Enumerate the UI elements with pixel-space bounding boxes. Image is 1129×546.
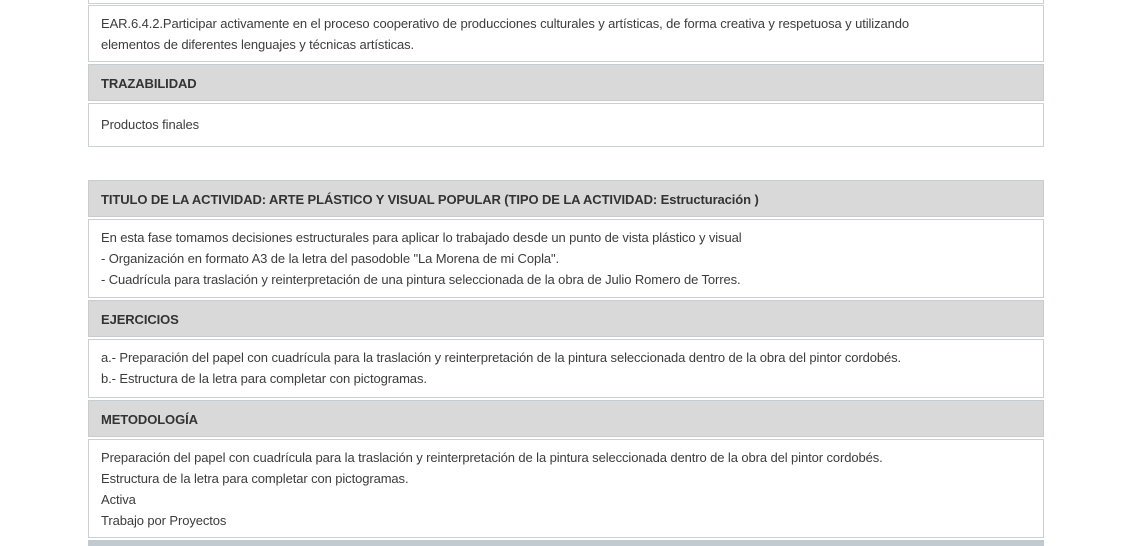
methodology-text xyxy=(89,440,1043,537)
methodology-row xyxy=(88,439,1044,538)
exercises-header-label: EJERCICIOS xyxy=(101,312,179,327)
traceability-header-label: TRAZABILIDAD xyxy=(101,76,197,91)
activity-description-row xyxy=(88,219,1044,298)
section-divider-bar xyxy=(88,540,1044,546)
traceability-value-row xyxy=(88,103,1044,147)
activity-description xyxy=(89,220,1043,297)
exercises-text xyxy=(89,340,1043,397)
text-line: a.- Preparación del papel con cuadrícula para la traslación y reinterpretación de la pintura seleccionada dentro de la obra del pintor cordobés. xyxy=(101,350,902,365)
traceability-header-row xyxy=(88,64,1044,101)
text-line: Preparación del papel con cuadrícula para la traslación y reinterpretación de la pintura seleccionada dentro de la obra del pintor cordobés. xyxy=(101,450,883,465)
text-line: Estructura de la letra para completar con pictogramas. xyxy=(101,471,409,486)
text-line: Trabajo por Proyectos xyxy=(101,513,227,528)
text-line: elementos de diferentes lenguajes y técnicas artísticas. xyxy=(101,37,415,52)
criterion-row xyxy=(88,5,1044,62)
text-line: En esta fase tomamos decisiones estructurales para aplicar lo trabajado desde un punto de vista plástico y visual xyxy=(101,230,742,245)
cutoff-row-edge xyxy=(88,0,1044,4)
exercises-header-row xyxy=(88,300,1044,337)
document-content-column xyxy=(88,0,1044,546)
section-gap xyxy=(88,149,1044,180)
traceability-value: Productos finales xyxy=(101,117,200,132)
activity-title-row xyxy=(88,180,1044,217)
methodology-header-label: METODOLOGÍA xyxy=(101,412,198,427)
text-line: EAR.6.4.2.Participar activamente en el proceso cooperativo de producciones culturales y artísticas, de forma creativa y respetuosa y utilizando xyxy=(101,16,910,31)
text-line: b.- Estructura de la letra para completar con pictogramas. xyxy=(101,371,427,386)
exercises-row xyxy=(88,339,1044,398)
methodology-header-row xyxy=(88,400,1044,437)
text-line: - Organización en formato A3 de la letra del pasodoble "La Morena de mi Copla". xyxy=(101,251,560,266)
text-line: Activa xyxy=(101,492,136,507)
text-line: - Cuadrícula para traslación y reinterpretación de una pintura seleccionada de la obra de Julio Romero de Torres. xyxy=(101,272,741,287)
activity-title: TITULO DE LA ACTIVIDAD: ARTE PLÁSTICO Y VISUAL POPULAR (TIPO DE LA ACTIVIDAD: Estructuración ) xyxy=(101,192,759,207)
criterion-text xyxy=(89,6,1043,61)
